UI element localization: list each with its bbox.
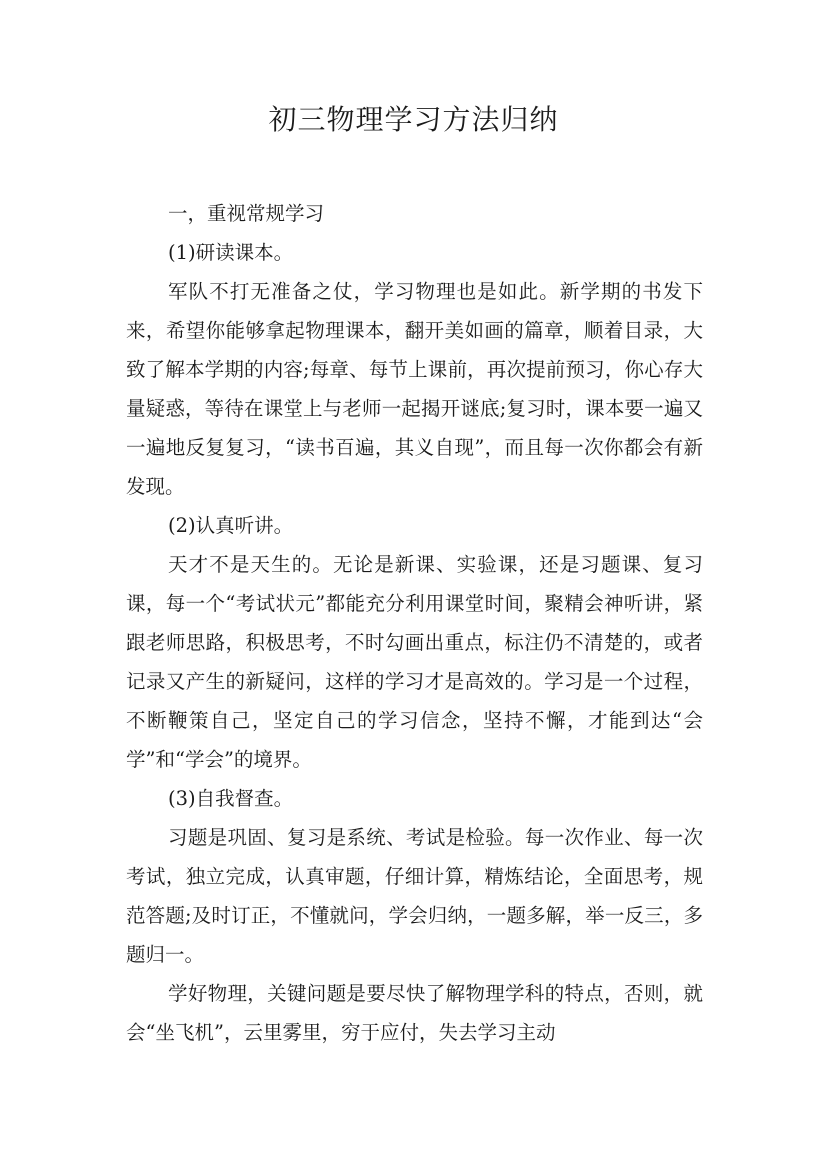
heading-regular-study: 一，重视常规学习 [168,202,325,225]
paragraph-learn-physics: 学好物理，关键问题是要尽快了解物理学科的特点，否则，就会“坐飞机”，云里雾里，穷于应付，失去学习主动 [126,982,703,1044]
subheading-study-textbook: (1)研读课本。 [168,241,294,264]
document-title: 初三物理学习方法归纳 [268,103,559,136]
paragraph-self-check: 习题是巩固、复习是系统、考试是检验。每一次作业、每一次考试，独立完成，认真审题，仔细计算，精炼结论，全面思考，规范答题;及时订正，不懂就问，学会归纳，一题多解，举一反三，多题归一。 [126,826,703,966]
document-body [126,194,703,1052]
paragraph-textbook: 军队不打无准备之仗，学习物理也是如此。新学期的书发下来，希望你能够拿起物理课本，翻开美如画的篇章，顺着目录，大致了解本学期的内容;每章、每节上课前，再次提前预习，你心存大量疑惑，等待在课堂上与老师一起揭开谜底;复习时，课本要一遍又一遍地反复复习，“读书百遍，其义自现”，而且每一次你都会有新发现。 [126,280,703,498]
subheading-listen-carefully: (2)认真听讲。 [168,514,294,537]
paragraph-listening: 天才不是天生的。无论是新课、实验课，还是习题课、复习课，每一个“考试状元”都能充分利用课堂时间，聚精会神听讲，紧跟老师思路，积极思考，不时勾画出重点，标注仍不清楚的，或者记录又产生的新疑问，这样的学习才是高效的。学习是一个过程，不断鞭策自己，坚定自己的学习信念，坚持不懈，才能到达“会学”和“学会”的境界。 [126,553,703,771]
subheading-self-check: (3)自我督查。 [168,787,294,810]
